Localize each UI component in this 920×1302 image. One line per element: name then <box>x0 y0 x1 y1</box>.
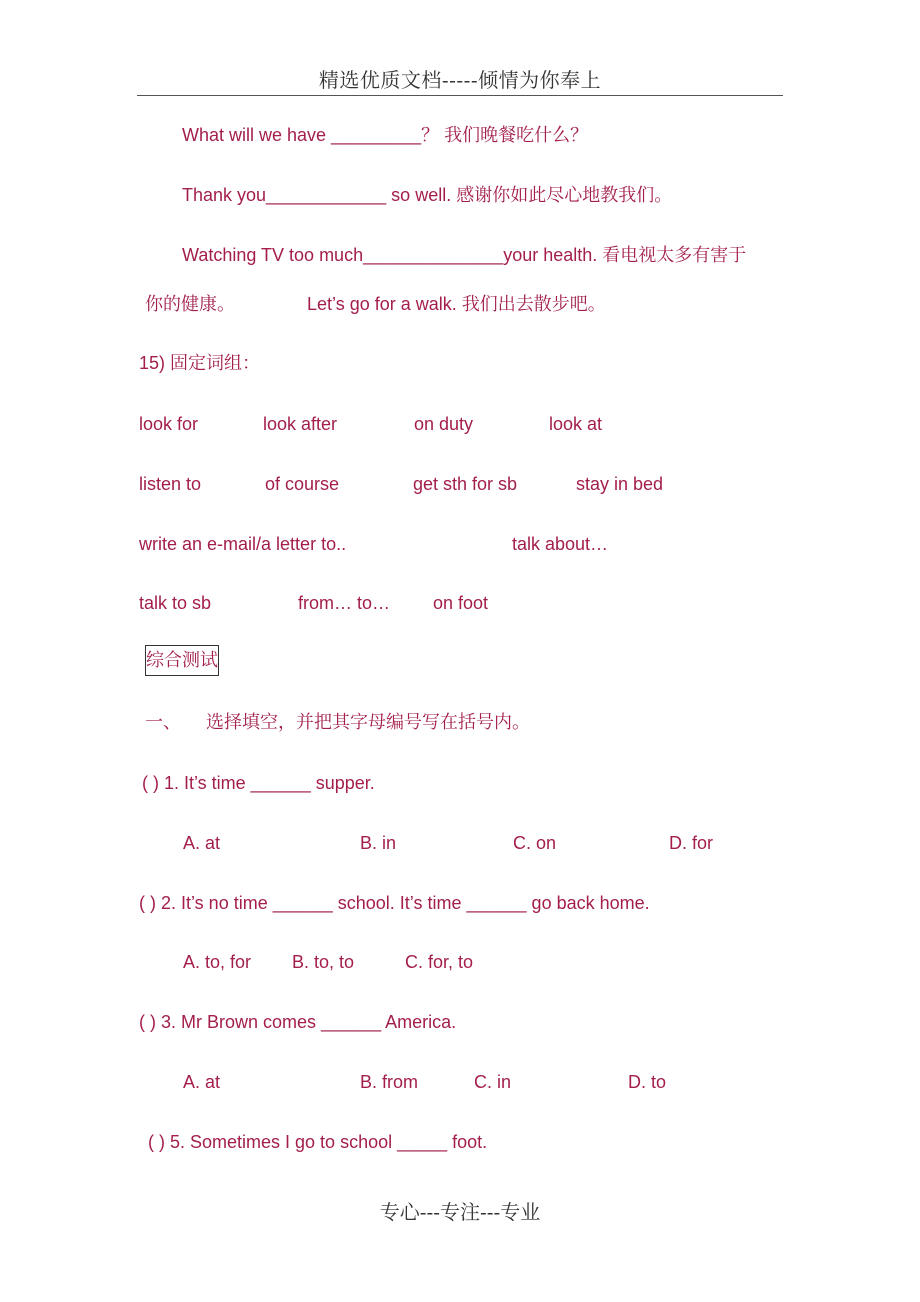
phrase-look-for: look for <box>139 414 199 434</box>
phrase-look-after: look after <box>263 414 338 434</box>
q1-option-c: C. on <box>513 833 557 853</box>
phrase-listen-to: listen to <box>139 474 202 494</box>
q3-option-d: D. to <box>628 1072 667 1092</box>
q2-option-b: B. to, to <box>292 952 355 972</box>
part-1-number: 一、 <box>145 712 181 732</box>
phrase-get-sth-for-sb: get sth for sb <box>413 474 518 494</box>
sentence-supper: What will we have _________？ 我们晚餐吃什么？ <box>182 125 589 145</box>
q2-option-c: C. for, to <box>405 952 474 972</box>
phrase-talk-to-sb: talk to sb <box>139 593 212 613</box>
phrase-write-email: write an e-mail/a letter to.. <box>139 534 347 554</box>
section-title: 综合测试 <box>145 645 219 676</box>
sentence-lets-walk: Let’s go for a walk. 我们出去散步吧。 <box>307 294 606 314</box>
sentence-watching-tv: Watching TV too much______________your health. 看电视太多有害于 <box>182 245 747 265</box>
phrase-look-at: look at <box>549 414 603 434</box>
q2-option-a: A. to, for <box>183 952 252 972</box>
phrase-from-to: from… to… <box>298 593 391 613</box>
sentence-watching-tv-cont: 你的健康。 <box>145 294 235 314</box>
phrase-on-foot: on foot <box>433 593 489 613</box>
q3-option-b: B. from <box>360 1072 419 1092</box>
page-footer: 专心---专注---专业 <box>379 1200 541 1224</box>
page-header: 精选优质文档-----倾情为你奉上 <box>318 68 602 92</box>
phrase-of-course: of course <box>265 474 340 494</box>
q3-option-c: C. in <box>474 1072 512 1092</box>
item-15-heading: 15) 固定词组： <box>139 353 261 373</box>
q1-option-a: A. at <box>183 833 221 853</box>
q1-option-b: B. in <box>360 833 397 853</box>
phrase-on-duty: on duty <box>414 414 474 434</box>
phrase-stay-in-bed: stay in bed <box>576 474 664 494</box>
question-2: ( ) 2. It’s no time ______ school. It’s time ______ go back home. <box>139 893 650 913</box>
sentence-thank-you: Thank you____________ so well. 感谢你如此尽心地教我们。 <box>182 185 673 205</box>
phrase-talk-about: talk about… <box>512 534 609 554</box>
question-5: ( ) 5. Sometimes I go to school _____ foot. <box>148 1132 488 1152</box>
q3-option-a: A. at <box>183 1072 221 1092</box>
header-rule <box>137 95 783 96</box>
question-1: ( ) 1. It’s time ______ supper. <box>142 773 375 793</box>
q1-option-d: D. for <box>669 833 714 853</box>
part-1-instruction: 选择填空，并把其字母编号写在括号内。 <box>206 712 530 732</box>
question-3: ( ) 3. Mr Brown comes ______ America. <box>139 1012 457 1032</box>
